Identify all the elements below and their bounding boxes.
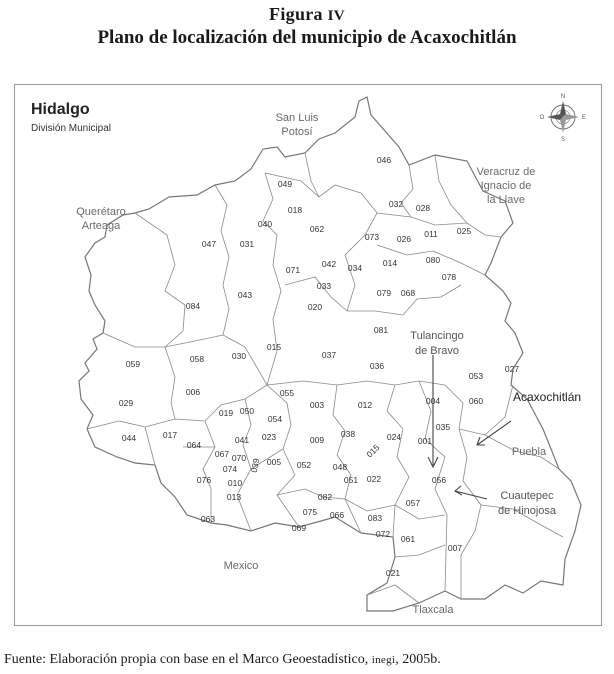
figure-label-number: IV xyxy=(327,8,345,24)
municipality-label-027: 027 xyxy=(504,364,520,374)
municipality-label-022: 022 xyxy=(366,474,382,484)
mexico-label-line: Mexico xyxy=(223,560,259,572)
municipality-label-023: 023 xyxy=(261,432,277,442)
source-prefix: Fuente: Elaboración propia con base en el Marco Geoestadístico, xyxy=(4,652,372,667)
source-note xyxy=(4,652,441,668)
municipality-label-017: 017 xyxy=(162,430,178,440)
san-luis-potosi-label xyxy=(276,112,319,138)
municipality-label-013: 013 xyxy=(226,492,242,502)
municipality-label-021: 021 xyxy=(385,568,401,578)
municipality-label-032: 032 xyxy=(388,199,404,209)
municipality-label-058: 058 xyxy=(189,354,205,364)
municipality-label-034: 034 xyxy=(347,263,363,273)
municipality-label-010: 010 xyxy=(227,478,243,488)
municipality-label-044: 044 xyxy=(121,433,137,443)
municipality-label-072: 072 xyxy=(375,529,391,539)
municipality-label-015: 015 xyxy=(266,342,282,352)
cuautepec-callout-line: Cuautepec xyxy=(500,490,554,502)
municipality-label-033: 033 xyxy=(316,281,332,291)
municipality-label-049: 049 xyxy=(277,179,293,189)
municipal-map xyxy=(15,85,601,625)
municipality-label-069: 069 xyxy=(291,523,307,533)
municipality-label-042: 042 xyxy=(321,259,337,269)
mexico-label xyxy=(224,560,259,572)
municipality-label-060: 060 xyxy=(468,396,484,406)
source-agency: inegi xyxy=(371,654,396,666)
municipality-label-082: 082 xyxy=(317,492,333,502)
veracruz-label-line: la Llave xyxy=(487,194,525,206)
municipality-label-047: 047 xyxy=(201,239,217,249)
municipality-label-056: 056 xyxy=(431,475,447,485)
municipality-label-074: 074 xyxy=(222,464,238,474)
municipality-label-024: 024 xyxy=(386,432,402,442)
municipality-label-053: 053 xyxy=(468,371,484,381)
san-luis-potosi-label-line: San Luis xyxy=(275,112,319,124)
compass-west-label: O xyxy=(539,115,545,121)
compass-rose-icon xyxy=(540,94,586,143)
municipality-label-057: 057 xyxy=(405,498,421,508)
municipality-label-070: 070 xyxy=(231,453,247,463)
municipality-label-050: 050 xyxy=(239,406,255,416)
map-frame xyxy=(14,84,602,626)
municipality-label-059: 059 xyxy=(125,359,141,369)
municipality-label-001: 001 xyxy=(417,436,433,446)
figure-label xyxy=(0,4,614,25)
municipality-label-035: 035 xyxy=(435,422,451,432)
municipality-label-052: 052 xyxy=(296,460,312,470)
municipality-label-029: 029 xyxy=(118,398,134,408)
municipality-label-071: 071 xyxy=(285,265,301,275)
municipality-label-062: 062 xyxy=(309,224,325,234)
municipality-label-068: 068 xyxy=(400,288,416,298)
tlaxcala-label-line: Tlaxcala xyxy=(412,604,454,616)
municipality-label-026: 026 xyxy=(396,234,412,244)
municipality-label-015: 015 xyxy=(364,442,382,460)
cuautepec-callout-line: de Hinojosa xyxy=(497,505,557,517)
municipality-label-009: 009 xyxy=(309,435,325,445)
municipality-label-005: 005 xyxy=(266,457,282,467)
municipality-label-039: 039 xyxy=(248,457,262,474)
municipality-label-054: 054 xyxy=(267,414,283,424)
municipality-label-046: 046 xyxy=(376,155,392,165)
compass-north-label: N xyxy=(560,94,566,100)
municipality-label-040: 040 xyxy=(257,219,273,229)
veracruz-label-line: Veracruz de xyxy=(476,166,536,178)
municipality-label-076: 076 xyxy=(196,475,212,485)
acaxochitlan-callout-line: Acaxochitlán xyxy=(513,390,582,404)
puebla-label-line: Puebla xyxy=(511,446,547,458)
figure-caption: Plano de localización del municipio de Acaxochitlán xyxy=(97,27,517,48)
municipality-label-048: 048 xyxy=(332,462,348,472)
municipality-label-079: 079 xyxy=(376,288,392,298)
municipality-label-019: 019 xyxy=(218,408,234,418)
tulancingo-callout-line: de Bravo xyxy=(414,345,460,357)
municipality-label-043: 043 xyxy=(237,290,253,300)
municipality-label-037: 037 xyxy=(321,350,337,360)
municipality-label-018: 018 xyxy=(287,205,303,215)
municipality-label-014: 014 xyxy=(382,258,398,268)
municipality-label-041: 041 xyxy=(234,435,250,445)
municipality-label-080: 080 xyxy=(425,255,441,265)
municipality-label-051: 051 xyxy=(343,475,359,485)
municipality-label-061: 061 xyxy=(400,534,416,544)
municipality-label-073: 073 xyxy=(364,232,380,242)
puebla-label xyxy=(512,446,547,458)
municipality-label-038: 038 xyxy=(340,429,356,439)
map-title: Hidalgo xyxy=(31,101,90,118)
municipality-label-075: 075 xyxy=(302,507,318,517)
municipality-label-011: 011 xyxy=(424,229,438,239)
tlaxcala-label xyxy=(413,604,455,616)
municipality-label-067: 067 xyxy=(214,449,230,459)
municipality-label-028: 028 xyxy=(415,203,431,213)
municipality-label-084: 084 xyxy=(185,301,201,311)
municipality-label-012: 012 xyxy=(357,400,373,410)
municipality-label-055: 055 xyxy=(279,388,295,398)
acaxochitlan-callout-label xyxy=(513,390,581,404)
compass-east-label: E xyxy=(581,115,587,121)
municipality-label-030: 030 xyxy=(231,351,247,361)
map-subtitle: División Municipal xyxy=(31,123,112,134)
tulancingo-callout-line: Tulancingo xyxy=(410,330,464,342)
municipality-label-003: 003 xyxy=(309,400,325,410)
veracruz-label-line: Ignacio de xyxy=(480,180,532,192)
municipality-label-031: 031 xyxy=(239,239,255,249)
figure-label-prefix: Figura xyxy=(269,4,323,24)
municipality-label-007: 007 xyxy=(447,543,463,553)
municipality-label-036: 036 xyxy=(369,361,385,371)
municipality-label-078: 078 xyxy=(441,272,457,282)
municipality-label-006: 006 xyxy=(185,387,201,397)
san-luis-potosi-label-line: Potosí xyxy=(281,126,313,138)
queretaro-label-line: Querétaro xyxy=(76,206,126,218)
municipality-label-064: 064 xyxy=(186,440,202,450)
queretaro-label-line: Arteaga xyxy=(81,220,121,232)
municipality-label-081: 081 xyxy=(373,325,389,335)
compass-south-label: S xyxy=(560,137,566,143)
municipality-label-066: 066 xyxy=(329,510,345,520)
source-suffix: , 2005b. xyxy=(395,652,441,667)
municipality-label-025: 025 xyxy=(456,226,472,236)
municipality-label-020: 020 xyxy=(307,302,323,312)
municipality-label-004: 004 xyxy=(425,396,441,406)
municipality-label-083: 083 xyxy=(367,513,383,523)
municipality-label-063: 063 xyxy=(200,514,216,524)
